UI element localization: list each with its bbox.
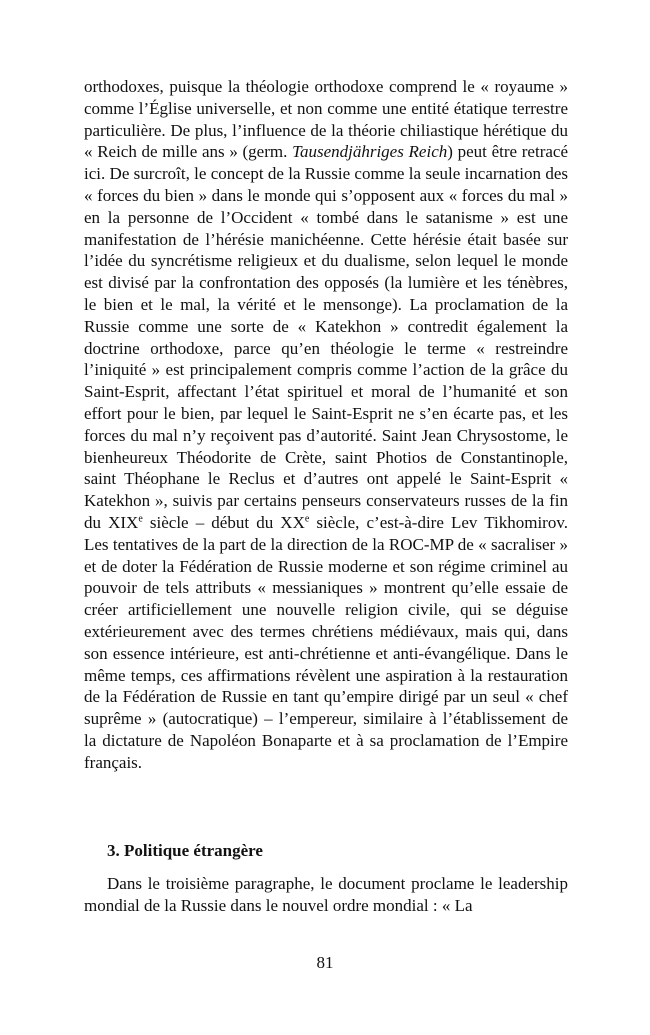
- text-run: siècle – début du XX: [142, 512, 305, 532]
- italic-term: Tausendjähriges Reich: [292, 142, 448, 162]
- page-number: 81: [316, 953, 334, 972]
- superscript: e: [304, 513, 310, 525]
- body-paragraph-2: Dans le troisième paragraphe, le document proclame le leadership mondial de la Russie dans le nouvel ordre mondial : « La: [84, 874, 568, 915]
- text-run: ) peut être retracé ici. De surcroît, le concept de la Russie comme la seule incarnation des « forces du bien » dans le monde qui s’opposent aux « forces du mal » en la personne de l’Occident « tombé dans le satanisme » est une manifestation de l’hérésie manichéenne. Cette hérésie était basée sur l’idée du syncrétisme religieux et du dualisme, selon lequel le monde est divisé par la confrontation des opposés (la lumière et les ténèbres, le bien et le mal, la vérité et le mensonge). La proclamation de la Russie comme une sorte de « Katekhon » contredit également la doctrine orthodoxe, parce qu’en théologie le terme « restreindre l’iniquité » est principalement compris comme l’action de la grâce du Saint-Esprit, affectant l’état spirituel et moral de l’humanité et son effort pour le bien, par lequel le Saint-Esprit ne s’en écarte pas, et les forces du mal n’y reçoivent pas d’autorité. Saint Jean Chrysostome, le bienheureux Théodorite de Crète, saint Photios de Constantinople, saint Théophane le Reclus et d’autres ont appelé le Saint-Esprit « Katekhon », suivis par certains penseurs conservateurs russes de la fin du XIX: [84, 142, 568, 532]
- text-run: orthodoxes, puisque la théologie orthodoxe comprend le « royaume » comme l’Église universelle, et non comme une entité étatique terrestre particulière. De plus, l’influence de la théorie chiliastique hérétique du « Reich de mille ans » (germ.: [84, 77, 568, 162]
- superscript: e: [138, 513, 143, 525]
- body-paragraph: [84, 76, 568, 774]
- text-run: siècle, c’est-à-dire Lev Tikhomirov. Les tentatives de la part de la direction de la ROC-MP de « sacraliser » et de doter la Fédération de Russie moderne et son régime criminel au pouvoir de tels attributs « messianiques » montrent qu’elle essaie de créer artificiellement une nouvelle religion civile, qui se déguise extérieurement avec des termes chrétiens médiévaux, mais qui, dans son essence intérieure, est anti-chrétienne et anti-évangélique. Dans le même temps, ces affirmations révèlent une aspiration à la restauration de la Fédération de Russie en tant qu’empire dirigé par un seul « chef suprême » (autocratique) – l’empereur, similaire à l’établissement de la dictature de Napoléon Bonaparte et à sa proclamation de l’Empire français.: [84, 512, 568, 772]
- section-heading: 3. Politique étrangère: [107, 841, 263, 860]
